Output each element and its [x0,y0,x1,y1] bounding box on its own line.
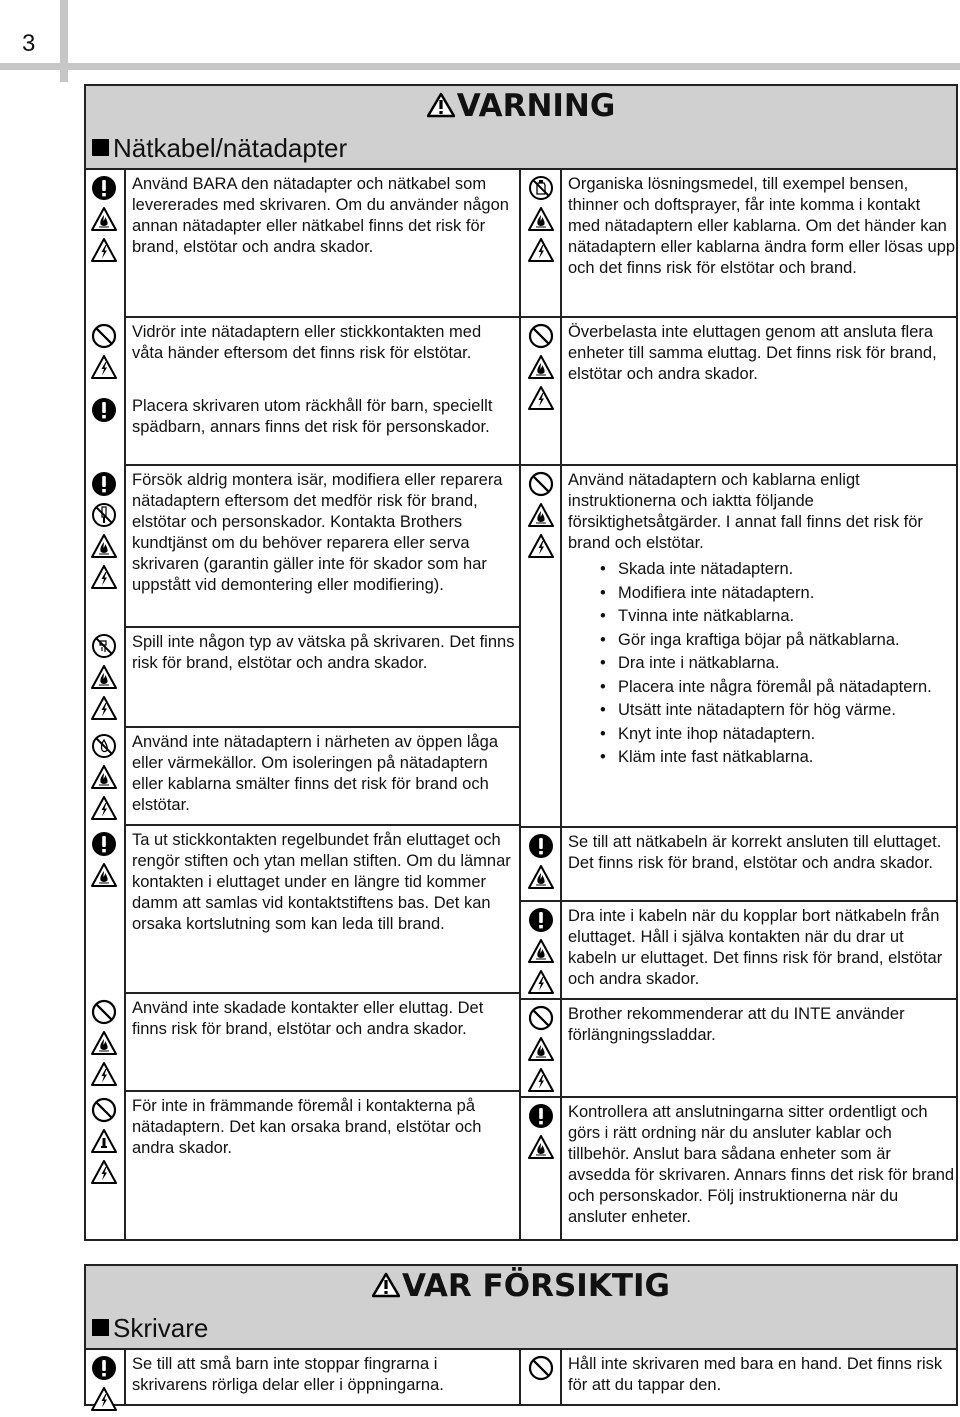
fire-hazard-icon [91,1030,117,1056]
item-text-block [132,1354,516,1396]
item-text: Ta ut stickkontakten regelbundet från eluttaget och rengör stiften och ytan mellan stiften. Om du lämnar kontakten i eluttaget under en längre tid kommer damm att samlas vid kontaktstiftens bas. Det kan orsaka kortslutning som kan leda till brand. [132,831,511,933]
item-text-block [132,396,516,438]
mandatory-icon [91,831,117,857]
electric-shock-icon [91,695,117,721]
caution-banner [84,1264,958,1350]
fire-hazard-icon [528,354,554,380]
precaution-list-item: • Skada inte nätadaptern. [618,558,956,582]
item-text-block [568,832,956,874]
item-text: Använd BARA den nätadapter och nätkabel som levererades med skrivaren. Om du använder någon annan nätadapter eller nätkabel finns det risk för brand, elstötar och andra skador. [132,175,509,256]
warning-banner [84,84,958,170]
caution-title: VAR FÖRSIKTIG [86,1268,956,1306]
item-text: Organiska lösningsmedel, till exempel bensen, thinner och doftsprayer, får inte komma i kontakt med nätadaptern eller kablarna. Om det händer kan nätadaptern eller kablarna ändra form eller lösas upp och det finns risk för elstötar och brand. [568,175,956,277]
fire-hazard-icon [91,664,117,690]
item-text-block [568,322,956,385]
warning-triangle-icon [372,1270,400,1306]
electric-shock-icon [528,385,554,411]
fire-hazard-icon [528,1134,554,1160]
precaution-list [568,558,956,770]
fire-hazard-icon [528,864,554,890]
warning-table [84,168,958,1241]
mandatory-icon [528,907,554,933]
no-disassembly-icon [91,502,117,528]
item-text-block [132,632,516,674]
no-open-flame-icon [91,733,117,759]
item-text-block [568,906,956,990]
fire-hazard-icon [91,764,117,790]
electric-shock-icon [91,1386,117,1412]
mandatory-icon [91,175,117,201]
margin-bar-horizontal [0,63,960,70]
item-text: Använd inte nätadaptern i närheten av öppen låga eller värmekällor. Om isoleringen på nätadaptern eller kablarna smälter finns det risk för brand och elstötar. [132,733,499,814]
electric-shock-icon [91,1061,117,1087]
item-text: Använd nätadaptern och kablarna enligt instruktionerna och iaktta följande försiktighetsåtgärder. I annat fall finns det risk för brand och elstötar. [568,471,923,552]
page-number: 3 [22,30,36,57]
prohibited-icon [91,999,117,1025]
item-text-block [132,322,516,364]
row-divider [519,900,560,902]
precaution-list-item: • Knyt inte ihop nätadaptern. [618,723,956,747]
item-text: Placera skrivaren utom räckhåll för barn, speciellt spädbarn, annars finns det risk för personskador. [132,397,493,436]
fire-hazard-icon [528,502,554,528]
precaution-list-item: • Dra inte i nätkablarna. [618,652,956,676]
item-text: Överbelasta inte eluttagen genom att ansluta flera enheter till samma eluttag. Det finns risk för brand, elstötar och andra skador. [568,323,937,383]
item-text: Vidrör inte nätadaptern eller stickkontakten med våta händer eftersom det finns risk för elstötar. [132,323,482,362]
precaution-list-item: • Placera inte några föremål på nätadaptern. [618,676,956,700]
item-text: Dra inte i kabeln när du kopplar bort nätkabeln från eluttaget. Håll i själva kontakten när du drar ut kabeln ur eluttaget. Det finns risk för brand, elstötar och andra skador. [568,907,943,988]
mandatory-icon [528,1103,554,1129]
prohibited-icon [91,1097,117,1123]
prohibited-icon [91,323,117,349]
item-text: Använd inte skadade kontakter eller eluttag. Det finns risk för brand, elstötar och andra skador. [132,999,484,1038]
precaution-list-item: • Tvinna inte nätkablarna. [618,605,956,629]
section-heading-printer: Skrivare [92,1313,208,1344]
row-divider [519,464,560,466]
item-text-block [132,830,516,935]
prohibited-icon [528,323,554,349]
item-text-block [132,1096,516,1159]
mandatory-icon [91,1355,117,1381]
row-divider [519,998,560,1000]
electric-shock-icon [91,354,117,380]
precaution-list-item: • Utsätt inte nätadaptern för hög värme. [618,699,956,723]
no-liquid-icon [91,633,117,659]
prohibited-icon [528,1355,554,1381]
electric-shock-icon [528,969,554,995]
square-bullet-icon [92,1319,109,1336]
row-divider [519,1096,560,1098]
mandatory-icon [528,833,554,859]
item-text-block [568,1102,956,1228]
column-divider [519,1348,521,1404]
item-text-block [132,470,516,596]
precaution-list-item: • Gör inga kraftiga böjar på nätkablarna. [618,629,956,653]
electric-shock-icon [528,533,554,559]
precaution-list-item: • Kläm inte fast nätkablarna. [618,746,956,770]
item-text-block [568,1354,956,1396]
electric-shock-icon [91,237,117,263]
section-heading-power: Nätkabel/nätadapter [92,133,347,164]
caution-table [84,1348,958,1406]
precaution-list-item: • Modifiera inte nätadaptern. [618,582,956,606]
warning-triangle-icon [427,90,455,126]
no-solvent-icon [528,175,554,201]
item-text-block [568,1004,956,1046]
no-foreign-object-icon [91,1128,117,1154]
item-text-block [568,174,956,279]
fire-hazard-icon [91,533,117,559]
electric-shock-icon [91,795,117,821]
electric-shock-icon [91,564,117,590]
prohibited-icon [528,1005,554,1031]
warning-title: VARNING [86,88,956,126]
column-divider [519,168,521,1239]
fire-hazard-icon [528,1036,554,1062]
electric-shock-icon [91,1159,117,1185]
electric-shock-icon [528,237,554,263]
item-text: Håll inte skrivaren med bara en hand. Det finns risk för att du tappar den. [568,1355,943,1394]
fire-hazard-icon [528,938,554,964]
item-text: Se till att små barn inte stoppar fingrarna i skrivarens rörliga delar eller i öppningarna. [132,1355,444,1394]
prohibited-icon [528,471,554,497]
square-bullet-icon [92,139,109,156]
item-text: För inte in främmande föremål i kontakterna på nätadaptern. Det kan orsaka brand, elstötar och andra skador. [132,1097,482,1157]
fire-hazard-icon [528,206,554,232]
item-text-block [132,732,516,816]
mandatory-icon [91,397,117,423]
item-text-block [568,470,956,770]
item-text-block [132,174,516,258]
mandatory-icon [91,471,117,497]
row-divider [519,826,560,828]
item-text: Brother rekommenderar att du INTE använder förlängningssladdar. [568,1005,905,1044]
fire-hazard-icon [91,206,117,232]
item-text: Spill inte någon typ av vätska på skrivaren. Det finns risk för brand, elstötar och andra skador. [132,633,515,672]
row-divider [519,316,560,318]
item-text: Försök aldrig montera isär, modifiera eller reparera nätadaptern eftersom det medför risk för brand, elstötar och personskador. Kontakta Brothers kundtjänst om du behöver reparera eller serva skrivaren (garantin gäller inte för skador som har uppstått vid demontering eller modifiering). [132,471,503,594]
fire-hazard-icon [91,862,117,888]
item-text: Se till att nätkabeln är korrekt ansluten till eluttaget. Det finns risk för brand, elstötar och andra skador. [568,833,942,872]
item-text: Kontrollera att anslutningarna sitter ordentligt och görs i rätt ordning när du ansluter kablar och tillbehör. Anslut bara sådana enheter som är avsedda för skrivaren. Annars finns det risk för brand och personskador. Följ instruktionerna när du ansluter enheter. [568,1103,955,1226]
item-text-block [132,998,516,1040]
electric-shock-icon [528,1067,554,1093]
